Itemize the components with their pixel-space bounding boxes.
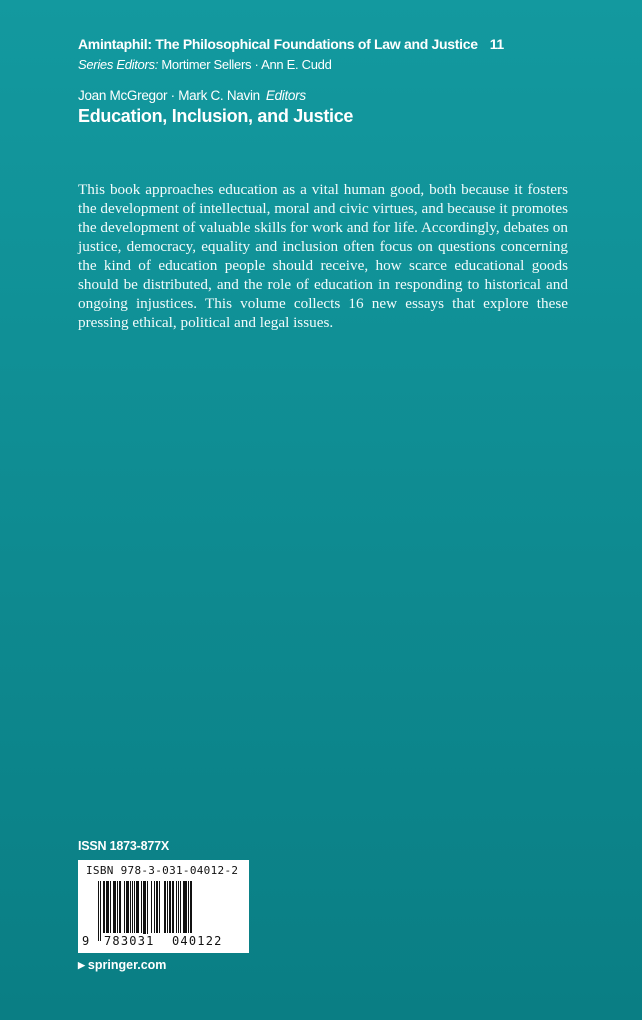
barcode-digits-left: 783031 <box>104 934 155 948</box>
book-editors-line <box>78 88 306 103</box>
book-description: This book approaches education as a vital human good, both because it fosters the development of intellectual, moral and civic virtues, and because it promotes the development of valuable skills for work and for life. Accordingly, debates on justice, democracy, equality and inclusion often focus on questions concerning the kind of education people should receive, how scarce educational goods should be distributed, and the role of education in responding to historical and ongoing injustices. This volume collects 16 new essays that explore these pressing ethical, political and legal issues. <box>78 181 568 332</box>
issn: ISSN 1873-877X <box>78 839 170 853</box>
book-editors-names: Joan McGregor · Mark C. Navin <box>78 88 260 103</box>
book-title: Education, Inclusion, and Justice <box>78 106 354 126</box>
series-title-line <box>78 36 504 52</box>
isbn-barcode <box>78 860 249 953</box>
book-editors-label: Editors <box>265 88 306 103</box>
barcode-digit-first: 9 <box>82 934 90 948</box>
isbn-label: ISBN 978-3-031-04012-2 <box>86 864 239 877</box>
series-title: Amintaphil: The Philosophical Foundations of Law and Justice <box>78 36 478 52</box>
barcode-bars <box>98 881 240 941</box>
play-arrow-icon: ▶ <box>78 960 85 970</box>
barcode-digits-right: 040122 <box>172 934 223 948</box>
series-volume: 11 <box>489 36 504 52</box>
series-editors-names: Mortimer Sellers · Ann E. Cudd <box>161 57 332 72</box>
publisher-link[interactable] <box>78 958 166 972</box>
series-editors-label: Series Editors: <box>78 57 159 72</box>
publisher-url: springer.com <box>87 958 167 972</box>
series-editors-line <box>78 57 332 72</box>
